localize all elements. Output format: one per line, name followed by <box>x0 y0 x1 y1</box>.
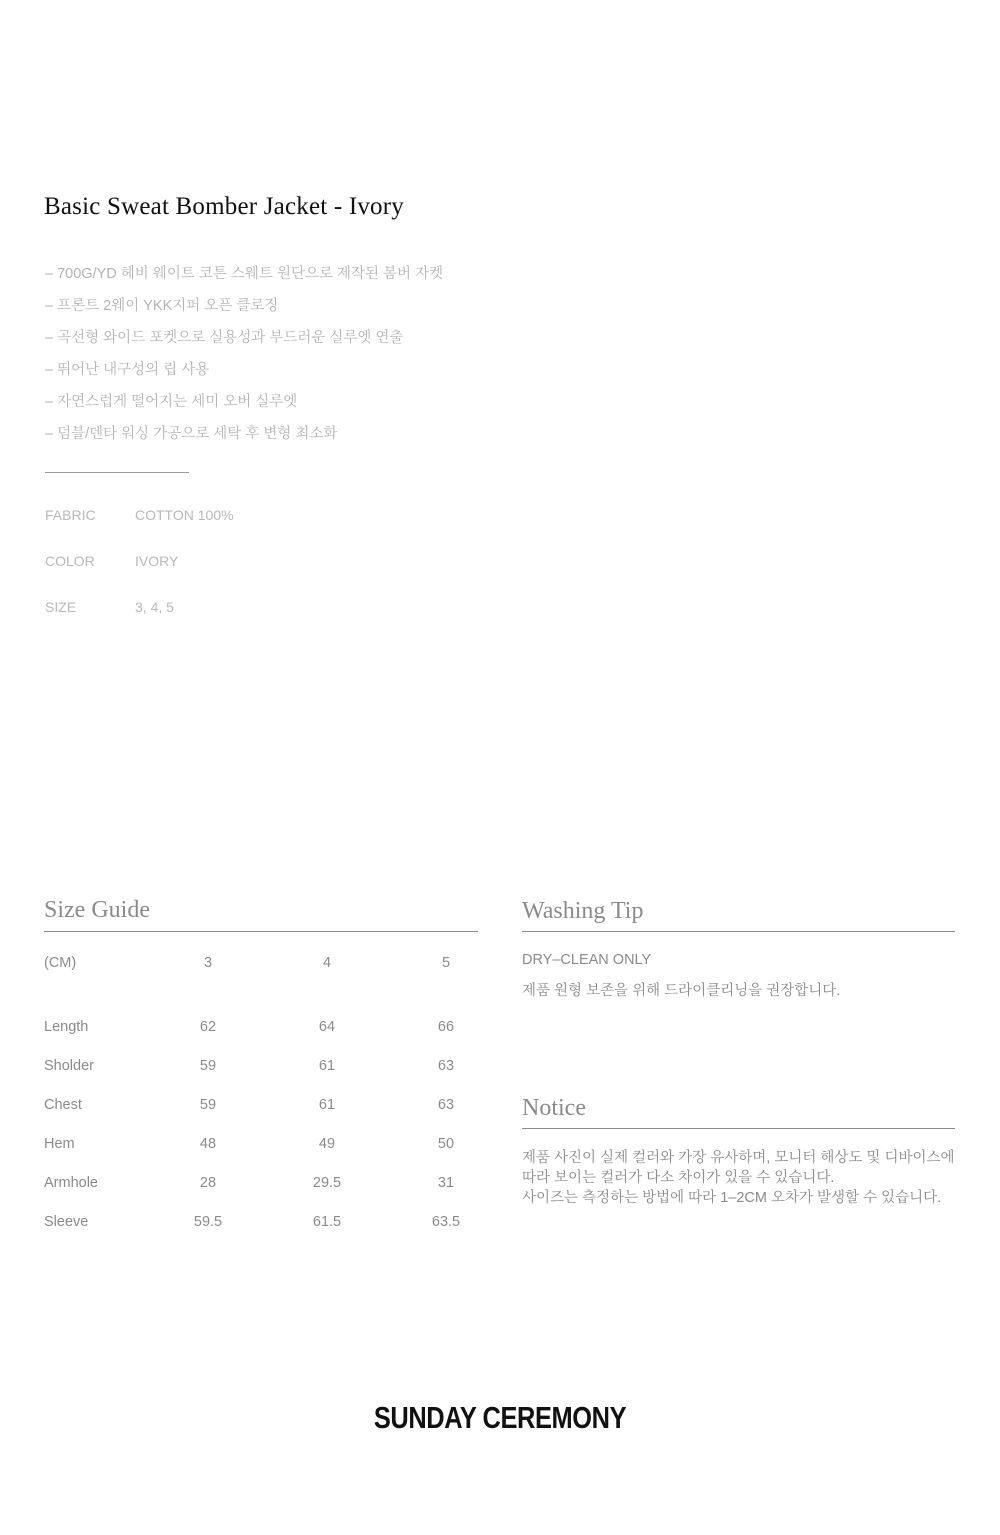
table-cell: 63 <box>437 1097 455 1113</box>
spec-value: IVORY <box>135 553 179 569</box>
product-title: Basic Sweat Bomber Jacket - Ivory <box>44 193 404 220</box>
washing-instruction: DRY–CLEAN ONLY <box>522 952 652 968</box>
spec-value: COTTON 100% <box>135 507 234 523</box>
measure-label: Armhole <box>44 1175 98 1191</box>
spec-label: COLOR <box>45 553 95 569</box>
table-cell: 63.5 <box>431 1214 461 1230</box>
table-cell: 59 <box>199 1058 217 1074</box>
spec-fabric <box>45 507 234 523</box>
notice-title: Notice <box>522 1095 586 1121</box>
table-cell: 28 <box>199 1175 217 1191</box>
table-cell: 48 <box>199 1136 217 1152</box>
table-cell: 29.5 <box>312 1175 342 1191</box>
feature-item: – 곡선형 와이드 포켓으로 실용성과 부드러운 실루엣 연출 <box>45 330 404 346</box>
table-cell: 61.5 <box>312 1214 342 1230</box>
divider <box>44 931 478 932</box>
size-col-header: 3 <box>203 955 213 971</box>
spec-color <box>45 553 178 569</box>
table-cell: 66 <box>437 1019 455 1035</box>
measure-label: Chest <box>44 1097 82 1113</box>
feature-item: – 700G/YD 헤비 웨이트 코튼 스웨트 원단으로 제작된 봄버 자켓 <box>45 266 444 282</box>
spec-value: 3, 4, 5 <box>135 599 174 615</box>
table-cell: 31 <box>437 1175 455 1191</box>
notice-text <box>522 1148 962 1208</box>
table-row <box>44 1214 478 1234</box>
feature-item: – 자연스럽게 떨어지는 세미 오버 실루엣 <box>45 394 298 410</box>
feature-item: – 덤블/덴타 워싱 가공으로 세탁 후 변형 최소화 <box>45 426 338 442</box>
table-cell: 61 <box>318 1097 336 1113</box>
table-row <box>44 1097 478 1117</box>
divider <box>522 931 955 932</box>
measure-label: Sholder <box>44 1058 94 1074</box>
size-col-header: 5 <box>441 955 451 971</box>
spec-size <box>45 599 174 615</box>
table-cell: 63 <box>437 1058 455 1074</box>
table-cell: 49 <box>318 1136 336 1152</box>
table-cell: 50 <box>437 1136 455 1152</box>
table-cell: 59 <box>199 1097 217 1113</box>
feature-list <box>45 264 443 456</box>
table-row <box>44 1175 478 1195</box>
table-row <box>44 1136 478 1156</box>
feature-item: – 프론트 2웨이 YKK지퍼 오픈 클로징 <box>45 298 279 314</box>
measure-label: Length <box>44 1019 89 1035</box>
notice-line: 사이즈는 측정하는 방법에 따라 1–2CM 오차가 발생할 수 있습니다. <box>522 1190 942 1206</box>
divider <box>522 1128 955 1129</box>
table-cell: 64 <box>318 1019 336 1035</box>
table-row <box>44 1019 478 1039</box>
spec-label: FABRIC <box>45 507 96 523</box>
divider <box>45 472 189 473</box>
unit-label: (CM) <box>44 955 77 971</box>
table-cell: 59.5 <box>193 1214 223 1230</box>
notice-line: 제품 사진이 실제 컬러와 가장 유사하며, 모니터 해상도 및 디바이스에 <box>522 1150 955 1166</box>
washing-note: 제품 원형 보존을 위해 드라이클리닝을 권장합니다. <box>522 983 841 999</box>
brand-logo: SUNDAY CEREMONY <box>373 1400 627 1435</box>
size-guide-title: Size Guide <box>44 897 150 923</box>
table-cell: 62 <box>199 1019 217 1035</box>
table-row <box>44 1058 478 1078</box>
measure-label: Hem <box>44 1136 75 1152</box>
spec-label: SIZE <box>45 599 77 615</box>
measure-label: Sleeve <box>44 1214 89 1230</box>
table-cell: 61 <box>318 1058 336 1074</box>
size-table-header <box>44 955 478 975</box>
size-col-header: 4 <box>322 955 332 971</box>
notice-line: 따라 보이는 컬러가 다소 차이가 있을 수 있습니다. <box>522 1170 835 1186</box>
feature-item: – 뛰어난 내구성의 립 사용 <box>45 362 210 378</box>
washing-tip-title: Washing Tip <box>522 898 644 924</box>
